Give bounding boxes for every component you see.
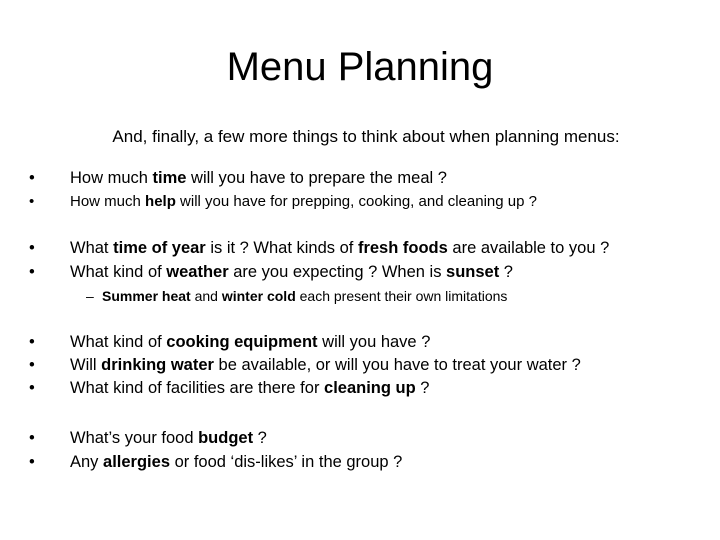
bullet-text (70, 355, 581, 375)
bullet-icon: • (29, 429, 35, 447)
bullet-text (70, 192, 537, 212)
text-run: will you have ? (317, 333, 431, 351)
bullet-text (70, 168, 447, 188)
bold-run: time of year (113, 239, 206, 257)
text-run: and (190, 288, 222, 304)
bullet-icon: • (29, 333, 35, 351)
text-run: What kind of (70, 333, 167, 351)
bold-run: allergies (103, 453, 170, 471)
slide-title: Menu Planning (226, 45, 494, 89)
bullet-text (70, 452, 402, 472)
text-run: ? (499, 263, 513, 281)
text-run: are you expecting ? When is (228, 263, 447, 281)
bullet-text (70, 428, 267, 448)
text-run: How much (70, 169, 153, 187)
text-run: What’s your food (70, 429, 199, 447)
bold-run: sunset (446, 263, 500, 281)
text-run: How much (70, 193, 146, 210)
dash-bullet-icon: – (86, 288, 94, 304)
bullet-icon: • (29, 263, 35, 281)
bullet-text (70, 332, 430, 352)
bullet-text (102, 286, 507, 306)
bold-run: drinking water (101, 356, 214, 374)
text-run: are available to you ? (447, 239, 610, 257)
bullet-text (70, 238, 609, 258)
bullet-icon: • (29, 239, 35, 257)
bullet-text (70, 378, 429, 398)
text-run: or food ‘dis-likes’ in the group ? (170, 453, 403, 471)
text-run: is it ? What kinds of (205, 239, 358, 257)
text-run: each present their own limitations (295, 288, 508, 304)
text-run: will you have to prepare the meal ? (186, 169, 447, 187)
text-run: ? (415, 379, 430, 397)
bullet-icon: • (29, 356, 35, 374)
text-run: ? (253, 429, 267, 447)
bold-run: Summer heat (102, 288, 191, 304)
text-run: Will (70, 356, 102, 374)
intro-text: And, finally, a few more things to think about when planning menus: (112, 127, 620, 146)
bullet-icon: • (29, 193, 35, 210)
text-run: What kind of (70, 263, 167, 281)
bold-run: help (145, 193, 176, 210)
bullet-icon: • (29, 169, 35, 187)
bullet-icon: • (29, 453, 35, 471)
text-run: will you have for prepping, cooking, and cleaning up ? (175, 193, 537, 210)
text-run: be available, or will you have to treat your water ? (213, 356, 581, 374)
bold-run: fresh foods (357, 239, 448, 257)
text-run: Any (70, 453, 104, 471)
bold-run: cooking equipment (166, 333, 318, 351)
bullet-text (70, 262, 513, 282)
bold-run: time (152, 169, 187, 187)
bold-run: budget (198, 429, 254, 447)
bold-run: winter cold (221, 288, 296, 304)
bullet-icon: • (29, 379, 35, 397)
bold-run: cleaning up (324, 379, 416, 397)
bold-run: weather (166, 263, 229, 281)
text-run: What (70, 239, 114, 257)
text-run: What kind of facilities are there for (70, 379, 325, 397)
